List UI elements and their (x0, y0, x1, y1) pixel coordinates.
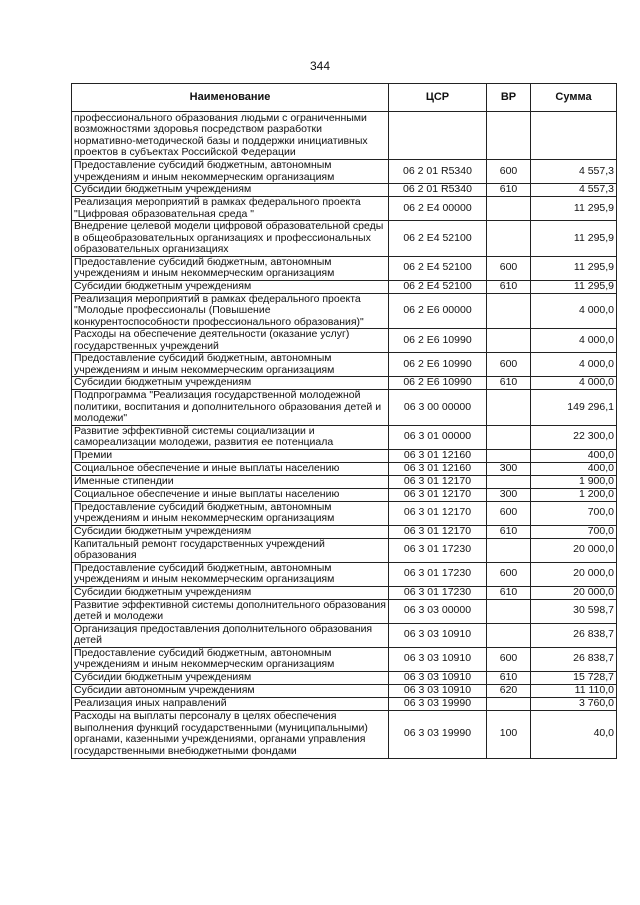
cell-vr (487, 475, 531, 488)
cell-sum: 26 838,7 (531, 623, 617, 647)
cell-sum: 15 728,7 (531, 671, 617, 684)
cell-sum: 4 000,0 (531, 329, 617, 353)
cell-sum: 1 200,0 (531, 488, 617, 501)
cell-sum: 22 300,0 (531, 425, 617, 449)
cell-name: Социальное обеспечение и иные выплаты населению (72, 462, 389, 475)
cell-csr: 06 2 E4 52100 (389, 280, 487, 293)
cell-name: Развитие эффективной системы социализации и самореализации молодежи, развития ее потенциала (72, 425, 389, 449)
cell-vr (487, 329, 531, 353)
cell-csr: 06 2 E4 52100 (389, 256, 487, 280)
table-row (72, 538, 617, 562)
cell-vr (487, 293, 531, 329)
cell-vr (487, 197, 531, 221)
cell-sum: 11 295,9 (531, 280, 617, 293)
table-row (72, 449, 617, 462)
cell-vr (487, 221, 531, 257)
cell-csr: 06 2 E4 00000 (389, 197, 487, 221)
cell-sum: 400,0 (531, 449, 617, 462)
cell-csr: 06 3 01 00000 (389, 425, 487, 449)
table-row (72, 390, 617, 426)
cell-name: Предоставление субсидий бюджетным, автономным учреждениям и иным некоммерческим организациям (72, 647, 389, 671)
cell-sum: 4 000,0 (531, 353, 617, 377)
table-row (72, 525, 617, 538)
cell-vr (487, 390, 531, 426)
header-sum: Сумма (531, 84, 617, 112)
cell-sum: 700,0 (531, 501, 617, 525)
cell-csr: 06 3 03 19990 (389, 710, 487, 758)
cell-sum: 11 110,0 (531, 684, 617, 697)
cell-csr: 06 3 01 12170 (389, 525, 487, 538)
cell-vr (487, 425, 531, 449)
cell-name: Субсидии автономным учреждениям (72, 684, 389, 697)
cell-name: Развитие эффективной системы дополнительного образования детей и молодежи (72, 599, 389, 623)
cell-vr: 610 (487, 586, 531, 599)
table-row (72, 671, 617, 684)
cell-vr: 610 (487, 280, 531, 293)
cell-name: Субсидии бюджетным учреждениям (72, 525, 389, 538)
cell-csr: 06 2 E4 52100 (389, 221, 487, 257)
cell-name: Субсидии бюджетным учреждениям (72, 377, 389, 390)
cell-vr (487, 449, 531, 462)
cell-csr: 06 3 03 00000 (389, 599, 487, 623)
cell-csr: 06 3 01 12170 (389, 488, 487, 501)
cell-vr: 300 (487, 462, 531, 475)
cell-vr: 100 (487, 710, 531, 758)
cell-name: Реализация мероприятий в рамках федерального проекта "Молодые профессионалы (Повышение конкурентоспособности профессионального образования)" (72, 293, 389, 329)
table-row (72, 221, 617, 257)
table-row (72, 425, 617, 449)
table-row (72, 184, 617, 197)
table-row (72, 647, 617, 671)
table-row (72, 353, 617, 377)
table-body (72, 112, 617, 759)
header-name: Наименование (72, 84, 389, 112)
cell-sum: 20 000,0 (531, 586, 617, 599)
table-row (72, 112, 617, 160)
cell-vr: 600 (487, 647, 531, 671)
cell-sum: 20 000,0 (531, 538, 617, 562)
cell-vr: 600 (487, 501, 531, 525)
cell-sum: 1 900,0 (531, 475, 617, 488)
table-row (72, 697, 617, 710)
cell-name: Субсидии бюджетным учреждениям (72, 586, 389, 599)
cell-csr: 06 2 E6 00000 (389, 293, 487, 329)
table-row (72, 488, 617, 501)
table-row (72, 197, 617, 221)
cell-sum: 20 000,0 (531, 562, 617, 586)
table-row (72, 599, 617, 623)
cell-vr (487, 697, 531, 710)
cell-vr: 610 (487, 377, 531, 390)
table-row (72, 684, 617, 697)
cell-sum: 4 557,3 (531, 184, 617, 197)
cell-csr: 06 3 01 12160 (389, 462, 487, 475)
cell-csr: 06 3 01 12170 (389, 475, 487, 488)
cell-vr (487, 538, 531, 562)
table-row (72, 475, 617, 488)
cell-csr: 06 3 03 10910 (389, 684, 487, 697)
cell-vr: 620 (487, 684, 531, 697)
cell-csr: 06 3 01 17230 (389, 538, 487, 562)
cell-csr: 06 3 01 17230 (389, 562, 487, 586)
cell-name: Подпрограмма "Реализация государственной молодежной политики, воспитания и дополнительного образования детей и молодежи" (72, 390, 389, 426)
cell-vr: 600 (487, 562, 531, 586)
cell-name: профессионального образования людьми с ограниченными возможностями здоровья посредством разработки нормативно-методической базы и поддержки инициативных проектов в субъектах Российской Федерации (72, 112, 389, 160)
cell-csr: 06 3 00 00000 (389, 390, 487, 426)
cell-csr: 06 2 E6 10990 (389, 353, 487, 377)
cell-csr: 06 3 01 12160 (389, 449, 487, 462)
cell-name: Предоставление субсидий бюджетным, автономным учреждениям и иным некоммерческим организациям (72, 160, 389, 184)
budget-table (71, 83, 617, 759)
cell-sum: 4 557,3 (531, 160, 617, 184)
cell-sum: 400,0 (531, 462, 617, 475)
cell-csr: 06 3 03 19990 (389, 697, 487, 710)
cell-csr: 06 2 01 R5340 (389, 184, 487, 197)
cell-vr: 600 (487, 353, 531, 377)
cell-vr: 610 (487, 525, 531, 538)
cell-vr: 610 (487, 184, 531, 197)
page-number: 344 (309, 59, 331, 73)
cell-name: Субсидии бюджетным учреждениям (72, 280, 389, 293)
table-row (72, 710, 617, 758)
cell-sum: 11 295,9 (531, 197, 617, 221)
cell-csr: 06 3 01 17230 (389, 586, 487, 599)
cell-name: Субсидии бюджетным учреждениям (72, 671, 389, 684)
cell-sum: 4 000,0 (531, 293, 617, 329)
cell-csr: 06 2 01 R5340 (389, 160, 487, 184)
cell-sum: 700,0 (531, 525, 617, 538)
table-row (72, 329, 617, 353)
table-row (72, 462, 617, 475)
cell-name: Предоставление субсидий бюджетным, автономным учреждениям и иным некоммерческим организациям (72, 353, 389, 377)
header-vr: ВР (487, 84, 531, 112)
cell-csr (389, 112, 487, 160)
cell-name: Реализация мероприятий в рамках федерального проекта "Цифровая образовательная среда " (72, 197, 389, 221)
cell-name: Реализация иных направлений (72, 697, 389, 710)
cell-sum: 4 000,0 (531, 377, 617, 390)
cell-vr: 300 (487, 488, 531, 501)
cell-csr: 06 2 E6 10990 (389, 329, 487, 353)
cell-vr (487, 623, 531, 647)
table-row (72, 501, 617, 525)
cell-sum: 40,0 (531, 710, 617, 758)
header-csr: ЦСР (389, 84, 487, 112)
table-row (72, 293, 617, 329)
cell-sum: 26 838,7 (531, 647, 617, 671)
cell-name: Расходы на выплаты персоналу в целях обеспечения выполнения функций государственными (муниципальными) органами, казенными учреждениями, органами управления государственными внебюджетными фондами (72, 710, 389, 758)
table-row (72, 160, 617, 184)
cell-sum: 149 296,1 (531, 390, 617, 426)
cell-name: Социальное обеспечение и иные выплаты населению (72, 488, 389, 501)
cell-csr: 06 3 03 10910 (389, 671, 487, 684)
table-row (72, 623, 617, 647)
table-row (72, 377, 617, 390)
cell-vr: 600 (487, 256, 531, 280)
table-header-row (72, 84, 617, 112)
cell-name: Предоставление субсидий бюджетным, автономным учреждениям и иным некоммерческим организациям (72, 256, 389, 280)
cell-sum: 30 598,7 (531, 599, 617, 623)
cell-vr (487, 599, 531, 623)
cell-vr (487, 112, 531, 160)
cell-csr: 06 2 E6 10990 (389, 377, 487, 390)
table-row (72, 256, 617, 280)
cell-vr: 610 (487, 671, 531, 684)
cell-name: Премии (72, 449, 389, 462)
cell-sum (531, 112, 617, 160)
cell-name: Субсидии бюджетным учреждениям (72, 184, 389, 197)
cell-name: Расходы на обеспечение деятельности (оказание услуг) государственных учреждений (72, 329, 389, 353)
cell-name: Организация предоставления дополнительного образования детей (72, 623, 389, 647)
cell-csr: 06 3 01 12170 (389, 501, 487, 525)
cell-vr: 600 (487, 160, 531, 184)
cell-name: Капитальный ремонт государственных учреждений образования (72, 538, 389, 562)
cell-csr: 06 3 03 10910 (389, 647, 487, 671)
table-row (72, 562, 617, 586)
cell-csr: 06 3 03 10910 (389, 623, 487, 647)
cell-sum: 3 760,0 (531, 697, 617, 710)
cell-name: Внедрение целевой модели цифровой образовательной среды в общеобразовательных организациях и профессиональных образовательных организациях (72, 221, 389, 257)
table-row (72, 280, 617, 293)
cell-name: Именные стипендии (72, 475, 389, 488)
table-row (72, 586, 617, 599)
cell-name: Предоставление субсидий бюджетным, автономным учреждениям и иным некоммерческим организациям (72, 562, 389, 586)
cell-sum: 11 295,9 (531, 221, 617, 257)
cell-sum: 11 295,9 (531, 256, 617, 280)
cell-name: Предоставление субсидий бюджетным, автономным учреждениям и иным некоммерческим организациям (72, 501, 389, 525)
